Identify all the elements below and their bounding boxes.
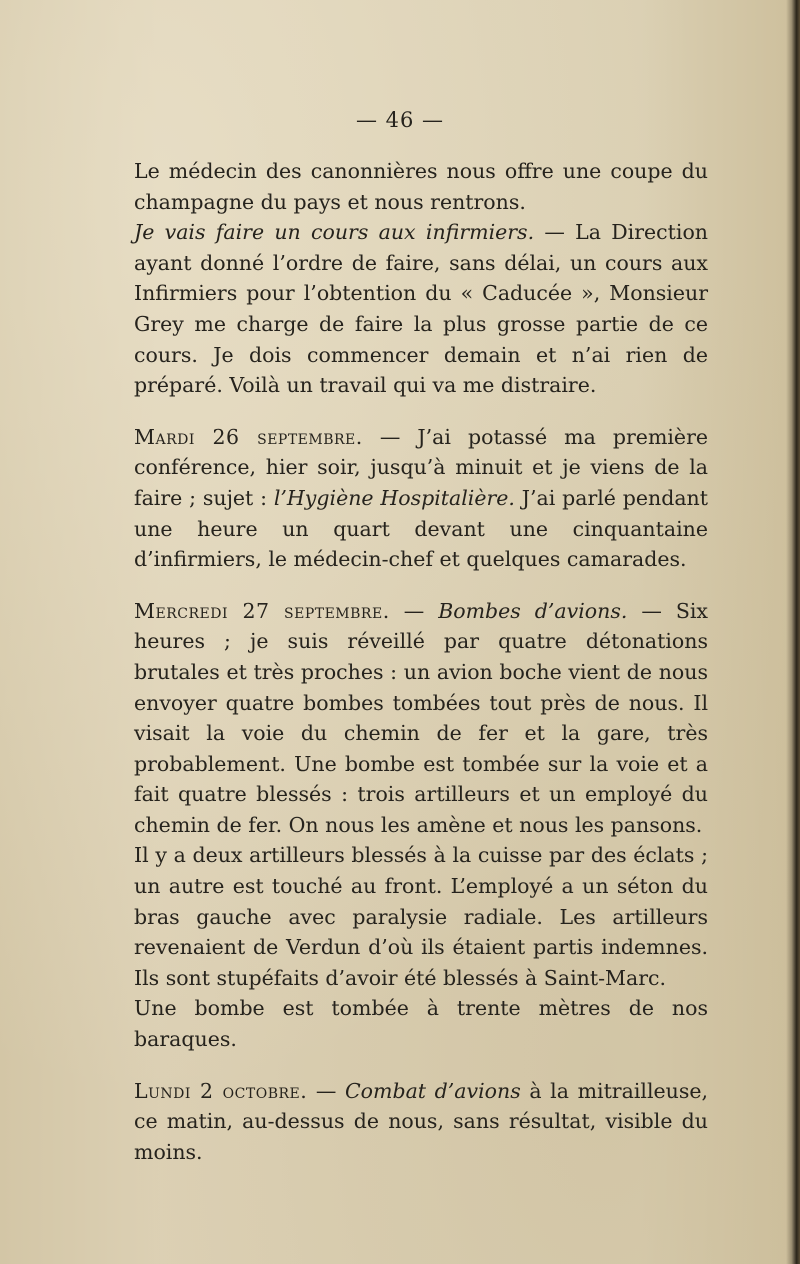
paragraph-blesses (134, 840, 708, 993)
entry-date: Mercredi 27 septembre. (134, 598, 390, 623)
entry-italic: Combat d’avions (345, 1078, 521, 1103)
paragraph-1-text: Le médecin des canonnières nous offre une coupe du champagne du pays et nous rentrons. (134, 159, 708, 214)
paragraph-2-text: — La Direction ayant donné l’ordre de faire, sans délai, un cours aux Infirmiers pour l’obtention du « Caducée », Monsieur Grey me charge de faire la plus grosse partie de ce cours. Je dois commencer demain et n’ai rien de préparé. Voilà un travail qui va me distraire. (134, 220, 708, 398)
paragraph-blesses-text: Il y a deux artilleurs blessés à la cuisse par des éclats ; un autre est touché au front. L’employé a un séton du bras gauche avec paralysie radiale. Les artilleurs revenaient de Verdun d’où ils étaient partis indemnes. Ils sont stupéfaits d’avoir été blessés à Saint-Marc. (134, 843, 708, 990)
paragraph-bombe-text: Une bombe est tombée à trente mètres de nos baraques. (134, 996, 708, 1052)
entry-text-after: — Six heures ; je suis réveillé par quatre détonations brutales et très proches : un avion boche vient de nous envoyer quatre bombes tombées tout près de nous. Il visait la voie du chemin de fer et la gare, très probablement. Une bombe est tombée sur la voie et a fait quatre blessés : trois artilleurs et un employé du chemin de fer. On nous les amène et nous les pansons. (134, 598, 708, 837)
entry-text: — (307, 1078, 345, 1103)
entry-date: Lundi 2 octobre. (134, 1078, 308, 1103)
entry-text-after: J’ai parlé pendant une heure un quart devant une cinquantaine d’infirmiers, le médecin-chef et quelques camarades. (134, 485, 708, 572)
entry-mercredi-27 (134, 596, 708, 841)
section-heading-cours: Je vais faire un cours aux infirmiers. (134, 220, 535, 245)
entry-text-after: à la mitrailleuse, ce matin, au-dessus de nous, sans résultat, visible du moins. (134, 1078, 708, 1164)
paragraph-bombe (134, 993, 708, 1054)
page-number: — 46 — (355, 108, 445, 132)
entry-italic: Bombes d’avions. (438, 598, 628, 623)
book-spine-edge (786, 0, 800, 1264)
entry-lundi-2 (134, 1076, 708, 1168)
entry-text: — J’ai potassé ma première conférence, hier soir, jusqu’à minuit et je viens de la faire ; sujet : (134, 424, 708, 510)
entry-mardi-26 (134, 422, 708, 575)
page-body (134, 156, 708, 1167)
paragraph-2 (134, 217, 708, 401)
entry-date: Mardi 26 septembre. (134, 424, 363, 449)
entry-text: — (389, 598, 439, 623)
paragraph-1 (134, 156, 708, 217)
entry-italic: l’Hygiène Hospitalière. (273, 485, 515, 510)
